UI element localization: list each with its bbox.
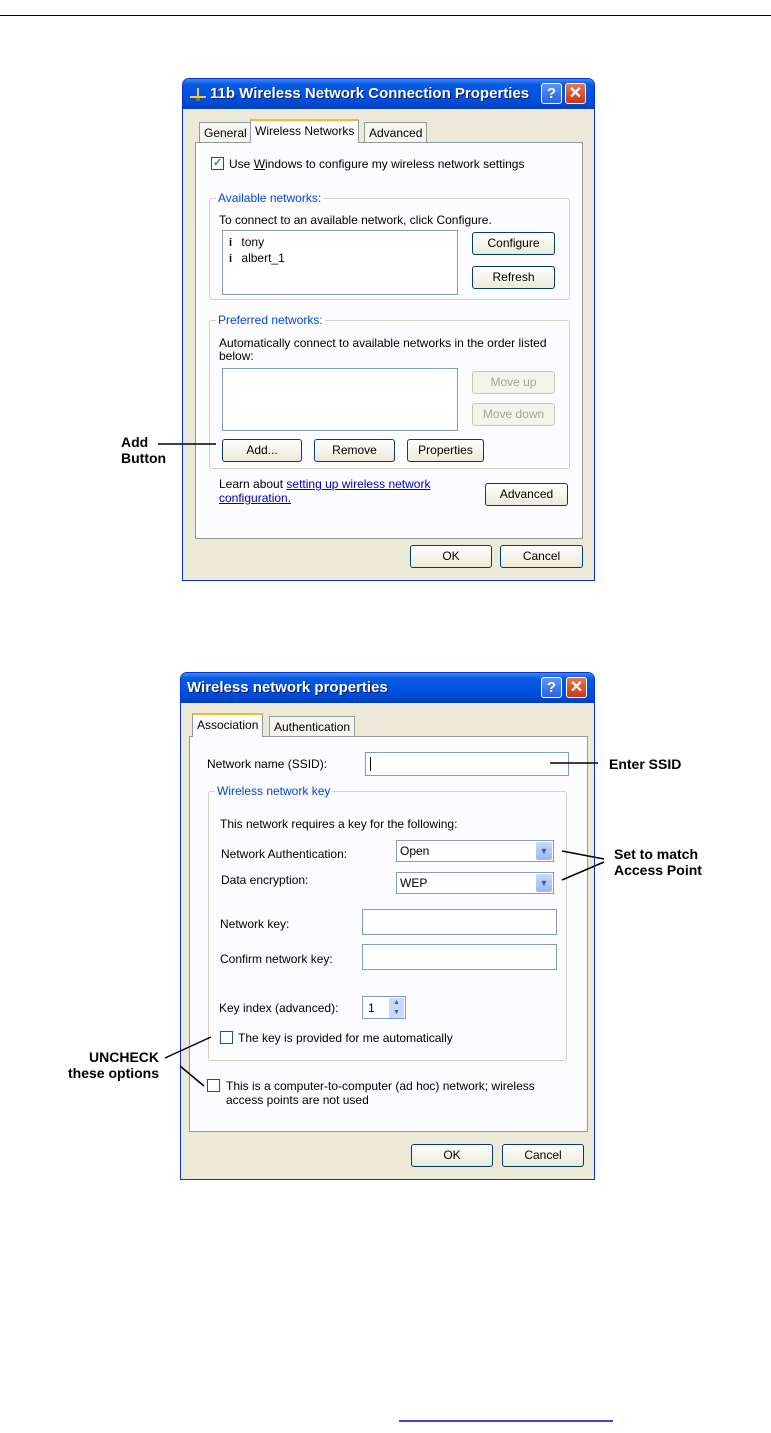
annotation-add-button: Add Button	[121, 434, 167, 466]
preferred-desc-line1: Automatically connect to available networks in the order listed	[219, 336, 547, 350]
tab-label: Wireless Networks	[255, 124, 355, 138]
properties-button[interactable]: Properties	[407, 439, 484, 462]
annotation-enter-ssid: Enter SSID	[609, 756, 682, 772]
antenna-icon: i	[229, 237, 233, 249]
enc-select[interactable]: WEP ▼	[396, 872, 554, 894]
list-item[interactable]: i tony	[229, 235, 265, 249]
use-windows-label: Use Windows to configure my wireless network settings	[229, 157, 525, 171]
help-button[interactable]: ?	[541, 83, 562, 104]
configure-button[interactable]: Configure	[472, 232, 555, 255]
cancel-button[interactable]: Cancel	[502, 1144, 584, 1167]
tab-association[interactable]	[192, 713, 263, 737]
move-up-button[interactable]: Move up	[472, 371, 555, 394]
list-item[interactable]: i albert_1	[229, 251, 285, 265]
help-button[interactable]: ?	[541, 677, 562, 698]
ok-button[interactable]: OK	[411, 1144, 493, 1167]
spin-up-icon[interactable]: ▲	[389, 998, 404, 1008]
refresh-button[interactable]: Refresh	[472, 266, 555, 289]
available-networks-label: Available networks:	[218, 191, 322, 205]
tab-label: Authentication	[274, 720, 351, 734]
spin-down-icon[interactable]: ▼	[389, 1008, 404, 1018]
tab-label: General	[204, 126, 247, 140]
antenna-icon: i	[229, 253, 233, 265]
tab-wireless-networks[interactable]	[250, 119, 359, 143]
auth-select[interactable]: Open ▼	[396, 840, 554, 862]
preferred-networks-label: Preferred networks:	[218, 313, 323, 327]
annotation-set-to-match: Set to match Access Point	[614, 846, 702, 878]
adhoc-label-line2: access points are not used	[226, 1093, 369, 1107]
dialog-title: 11b Wireless Network Connection Properties	[210, 85, 530, 102]
tab-label: Advanced	[369, 126, 423, 140]
ssid-label: Network name (SSID):	[207, 757, 328, 771]
key-index-label: Key index (advanced):	[219, 1001, 339, 1015]
annotation-uncheck: UNCHECK these options	[68, 1049, 160, 1081]
learn-link[interactable]: setting up wireless network	[286, 477, 431, 491]
close-button[interactable]: ✕	[565, 83, 586, 104]
callout-line-adhoc	[180, 1066, 204, 1086]
wireless-key-label: Wireless network key	[217, 784, 331, 798]
confirm-key-label: Confirm network key:	[220, 952, 333, 966]
key-index-stepper[interactable]: 1 ▲ ▼	[362, 996, 406, 1019]
dialog-title: Wireless network properties	[187, 679, 388, 696]
move-down-button[interactable]: Move down	[472, 403, 555, 426]
chevron-down-icon[interactable]: ▼	[536, 842, 552, 860]
auto-key-label: The key is provided for me automatically	[238, 1031, 453, 1045]
netkey-label: Network key:	[220, 917, 290, 931]
enc-label: Data encryption:	[221, 873, 309, 887]
key-desc: This network requires a key for the following:	[220, 817, 458, 831]
chevron-down-icon[interactable]: ▼	[536, 874, 552, 892]
available-networks-desc: To connect to an available network, click Configure.	[219, 213, 492, 227]
learn-about-text: Learn about setting up wireless network	[219, 477, 431, 491]
ok-button[interactable]: OK	[410, 545, 492, 568]
callout-line-auth	[562, 851, 604, 859]
auth-label: Network Authentication:	[221, 847, 348, 861]
preferred-desc-line2: below:	[219, 349, 254, 363]
cancel-button[interactable]: Cancel	[500, 545, 583, 568]
tab-label: Association	[197, 718, 259, 732]
learn-link-continued[interactable]: configuration.	[219, 491, 292, 505]
add-button[interactable]: Add...	[222, 439, 302, 462]
remove-button[interactable]: Remove	[314, 439, 395, 462]
use-windows-checkbox[interactable]: ✓	[212, 157, 223, 169]
callout-line-enc	[562, 862, 604, 880]
close-button[interactable]: ✕	[566, 677, 587, 698]
advanced-button[interactable]: Advanced	[485, 483, 568, 506]
callout-line-autokey	[165, 1037, 211, 1058]
adhoc-label-line1: This is a computer-to-computer (ad hoc) network; wireless	[226, 1079, 535, 1093]
